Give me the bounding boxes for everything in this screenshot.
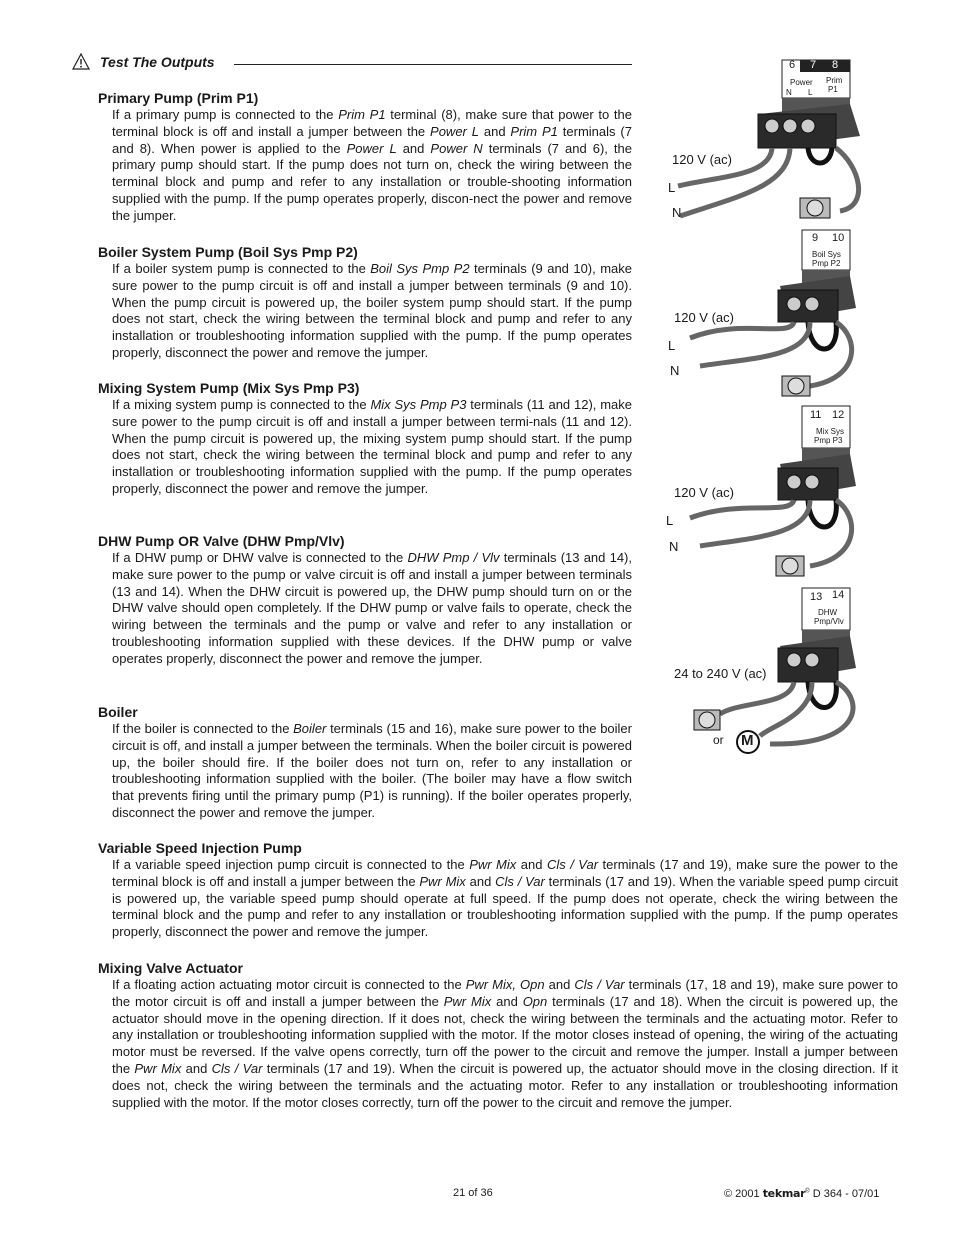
terminal-label: N [786,88,792,97]
copyright-text: © 2001 [724,1188,760,1200]
italic-term: DHW Pmp / Vlv [407,550,500,565]
heading-boiler-system-pump: Boiler System Pump (Boil Sys Pmp P2) [98,244,358,260]
text-run: and [465,873,496,889]
tekmar-logo: tekmar [762,1187,806,1200]
text-run: terminals (17, 18 and 19), make sure power to the motor circuit is off and install a jumper between the [112,977,899,1009]
terminal-label: Boil Sys [812,250,841,259]
heading-dhw-pump: DHW Pump OR Valve (DHW Pmp/Vlv) [98,533,345,549]
footer-credit [724,1187,879,1200]
terminal-label: Pmp/Vlv [814,617,844,626]
line-label: L [668,180,676,195]
heading-mixing-system-pump: Mixing System Pump (Mix Sys Pmp P3) [98,380,360,396]
para-primary-pump [112,107,632,225]
text-run: If a mixing system pump is connected to the [112,397,371,412]
neutral-label: N [669,539,679,554]
voltage-label: 24 to 240 V (ac) [674,666,767,681]
text-run: If a DHW pump or DHW valve is connected to the [112,550,408,565]
text-run: If a variable speed injection pump circuit is connected to the [112,857,470,872]
heading-boiler: Boiler [98,704,138,720]
text-run: terminals (13 and 14), make sure power to the pump or valve circuit is off and install a jumper between terminals (13 and 14). When the DHW circuit is powered up, the DHW pump should turn on or the DHW valve should open completely. If the DHW pump or valve fails to operate, check the wiring between the terminals and the pump or valve and refer to any installation or troubleshooting information supplied with these devices. If the DHW pump or valve operates properly, disconnect the power and remove the jumper. [112,550,632,666]
italic-term: Cls / Var [495,873,545,889]
terminal-number: 8 [832,59,839,71]
voltage-label: 120 V (ac) [674,485,734,500]
neutral-label: N [670,363,680,378]
italic-term: Pwr Mix [443,993,492,1009]
text-run: and [181,1060,212,1076]
heading-variable-speed: Variable Speed Injection Pump [98,840,302,856]
italic-term: Pwr Mix [419,873,466,889]
text-run: and [544,977,575,992]
terminal-number: 6 [789,59,796,71]
wiring-diagram-boil-sys-p2 [660,228,870,398]
text-run: and [396,140,431,156]
page-number: 21 of 36 [453,1187,493,1199]
italic-term: Cls / Var [574,977,625,992]
terminal-label: DHW [818,608,838,617]
neutral-label: N [672,205,682,220]
text-run: If a boiler system pump is connected to the [112,261,371,276]
section-rule [234,64,632,65]
or-label: or [713,733,724,747]
para-mixing-system-pump [112,397,632,498]
terminal-number: 11 [810,409,822,421]
para-boiler-system-pump [112,261,632,362]
registered-mark: ® [805,1188,810,1195]
heading-primary-pump: Primary Pump (Prim P1) [98,90,259,106]
motor-label: M [741,732,754,749]
heading-mixing-valve: Mixing Valve Actuator [98,960,243,976]
warning-triangle-icon [72,53,90,70]
italic-term: Cls / Var [211,1060,263,1076]
text-run: If a primary pump is connected to the [112,107,339,122]
text-run: terminals (17 and 19). When the variable speed pump circuit is powered up, the variable speed pump should operate at full speed. If the pump does not operate, check the wiring between the terminal block and the pump and refer to any installation or troubleshooting information supplied with the pump. If the pump operates properly, disconnect the power and remove the jumper. [112,873,898,940]
wiring-diagram-dhw [660,586,870,758]
section-title: Test The Outputs [100,54,215,70]
line-label: L [668,338,676,353]
voltage-label: 120 V (ac) [672,152,732,167]
para-boiler [112,721,632,822]
italic-term: Pwr Mix, Opn [465,977,545,992]
terminal-number: 7 [810,59,817,71]
italic-term: Power N [430,140,483,156]
section-header [72,53,632,73]
wiring-diagram-prim-p1 [660,56,870,226]
terminal-number: 9 [812,232,819,244]
text-run: terminals (7 and 8). When power is applied to the [112,123,632,156]
document-number: D 364 - 07/01 [812,1188,880,1200]
text-run: and [478,123,511,139]
text-run: and [491,993,523,1009]
text-run: terminals (7 and 6), the primary pump should start. If the pump does not turn on, check the wiring between the terminal block and pump and refer to any installation or trouble-shooting information supplied with the pump. If the pump operates properly, discon-nect the power and remove the jumper. [112,140,632,223]
terminal-number: 12 [832,409,845,421]
italic-term: Power L [430,123,479,139]
text-run: terminals (17 and 19), make sure the power to the terminal block is off and install a jumper between the [112,857,898,889]
para-dhw-pump [112,550,632,668]
italic-term: Pwr Mix [469,857,517,872]
italic-term: Boiler [293,721,327,736]
line-label: L [666,513,674,528]
text-run: and [516,857,547,872]
terminal-label: P1 [828,85,838,94]
terminal-label: Power [790,78,813,87]
text-run: terminals (17 and 18). When the circuit is powered up, the actuator should move in the opening direction. If it does not, check the wiring between the terminals and the actuating motor. Refer to any installation or troubleshooting information supplied with the motor. If the motor closes instead of opening, the wiring of the actuating motor must be reversed. If the valve opens correctly, turn off the power to the circuit and remove the jumper. Install a jumper between the [112,993,899,1076]
italic-term: Power L [346,140,397,156]
terminal-label: Mix Sys [816,427,844,436]
para-mixing-valve [112,977,898,1111]
italic-term: Boil Sys Pmp P2 [370,261,470,276]
text-run: If the boiler is connected to the [112,721,294,736]
italic-term: Pwr Mix [134,1060,182,1076]
terminal-number: 10 [832,232,845,244]
wiring-diagram-mix-sys-p3 [660,404,870,579]
italic-term: Mix Sys Pmp P3 [370,397,467,412]
terminal-number: 14 [832,589,845,601]
italic-term: Cls / Var [546,857,599,872]
italic-term: Opn [522,993,548,1009]
terminal-label: Prim [826,76,843,85]
terminal-label: L [808,88,813,97]
text-run: If a floating action actuating motor circuit is connected to the [112,977,466,992]
terminal-label: Pmp P3 [814,436,843,445]
text-run: terminal (8), make sure that power to the terminal block is off and install a jumper between the [112,107,633,139]
italic-term: Prim P1 [338,107,386,122]
text-run: terminals (11 and 12), make sure power to the pump circuit is off and install a jumper between termi-nals (11 and 12). When the pump circuit is powered up, the mixing system pump should start. If the pump does not start, check the wiring between the terminal block and pump and refer to any installation or troubleshooting information supplied with the pump. If the pump operates properly, disconnect the power and remove the jumper. [112,397,633,496]
voltage-label: 120 V (ac) [674,310,734,325]
terminal-label: Pmp P2 [812,259,841,268]
italic-term: Prim P1 [510,123,558,139]
para-variable-speed [112,857,898,941]
text-run: terminals (9 and 10), make sure power to the pump circuit is off and install a jumper between terminals (9 and 10). When the pump circuit is powered up, the boiler system pump should start. If the pump does not start, check the wiring between the terminal block and pump and refer to any installation or troubleshooting information supplied with the pump. If the pump operates properly, disconnect the power and remove the jumper. [112,261,632,360]
text-run: terminals (17 and 19). When the circuit is powered up, the actuator should move in the closing direction. If it does not, check the wiring between the terminals and the actuating motor. Refer to any installation or troubleshooting information supplied with the motor. If the motor closes correctly, turn off the power to the circuit and remove the jumper. [112,1060,899,1110]
text-run: terminals (15 and 16), make sure power to the boiler circuit is off, and install a jumper between the terminals. When the boiler circuit is powered up, the boiler should fire. If the boiler does not turn on, refer to any installation or troubleshooting information supplied with the boiler. (The boiler may have a flow switch that prevents firing until the primary pump (P1) is running). If the boiler operates properly, disconnect the power and remove the jumper. [112,721,632,820]
terminal-number: 13 [810,591,823,603]
